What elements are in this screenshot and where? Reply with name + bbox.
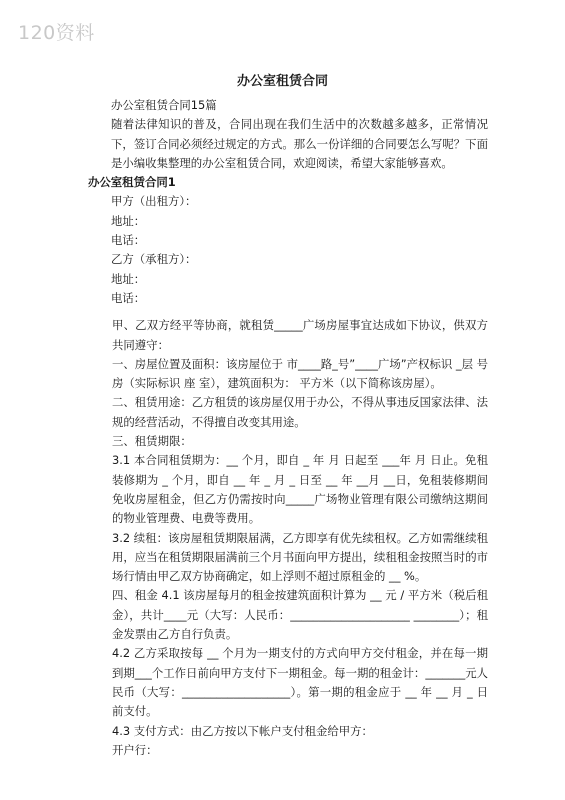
party-a-label: 甲方（出租方）： <box>111 194 197 209</box>
party-b-address: 地址： <box>111 271 146 286</box>
document-title: 办公室租赁合同 <box>236 74 328 89</box>
clause-3-1: 3.1 本合同租赁期为：__ 个月，即自 _ 年 月 日起至 ___年 月 日止。免租装修期为 _ 个月，即自 __ 年 _ 月 _ 日至 __ 年 __月 __日，免租装修期间免收房屋租金，但乙方仍需按时向_____广场物业管理有限公司缴纳这期间的物业管理费、电费等费用。 <box>112 453 488 526</box>
clause-4-3: 4.3 支付方式：由乙方按以下帐户支付租金给甲方： <box>112 723 373 738</box>
clause-4-1: 四、租金 4.1 该房屋每月的租金按建筑面积计算为 __ 元 / 平方米（税后租金），共计____元（大写：人民币：_____________________ ________）；租金发票由乙方自行负责。 <box>112 588 488 642</box>
preamble-paragraph: 甲、乙双方经平等协商，就租赁_____广场房屋事宜达成如下协议，供双方共同遵守： <box>112 318 488 352</box>
clause-1: 一、房屋位置及面积：该房屋位于 市____路_号”____广场”产权标识 _层 号房（实际标识 座 室），建筑面积为： 平方米（以下简称该房屋）。 <box>112 356 488 391</box>
intro-paragraph: 随着法律知识的普及，合同出现在我们生活中的次数越多越多，正常情况下，签订合同必须经过规定的方式。那么一份详细的合同要怎么写呢？下面是小编收集整理的办公室租赁合同，欢迎阅读，希望大家能够喜欢。 <box>111 117 488 170</box>
party-a-phone: 电话： <box>111 233 146 248</box>
party-b-phone: 电话： <box>111 290 146 305</box>
document-subtitle: 办公室租赁合同15篇 <box>111 98 217 112</box>
clause-3-2: 3.2 续租：该房屋租赁期限届满，乙方即享有优先续租权。乙方如需继续租用，应当在租赁期限届满前三个月书面向甲方提出，续租租金按照当时的市场行情由甲乙双方协商确定，如上浮则不超过原租金的 __ %。 <box>112 530 488 584</box>
clause-3: 三、租赁期限： <box>112 434 192 449</box>
section-heading: 办公室租赁合同1 <box>88 175 176 190</box>
party-b-label: 乙方（承租方）： <box>111 252 197 267</box>
party-a-address: 地址： <box>111 213 146 228</box>
bank-label: 开户行： <box>112 742 158 757</box>
watermark: 120资料 <box>18 22 95 44</box>
clause-2: 二、租赁用途：乙方租赁的该房屋仅用于办公，不得从事违反国家法律、法规的经营活动，不得擅自改变其用途。 <box>112 395 488 429</box>
clause-4-2: 4.2 乙方采取按每 __ 个月为一期支付的方式向甲方交付租金，并在每一期到期___个工作日前向甲方支付下一期租金。每一期的租金计：_______元人民币（大写：___________________）。第一期的租金应于 __ 年 __ 月 _ 日前支付。 <box>112 646 488 719</box>
document-body <box>88 96 488 760</box>
